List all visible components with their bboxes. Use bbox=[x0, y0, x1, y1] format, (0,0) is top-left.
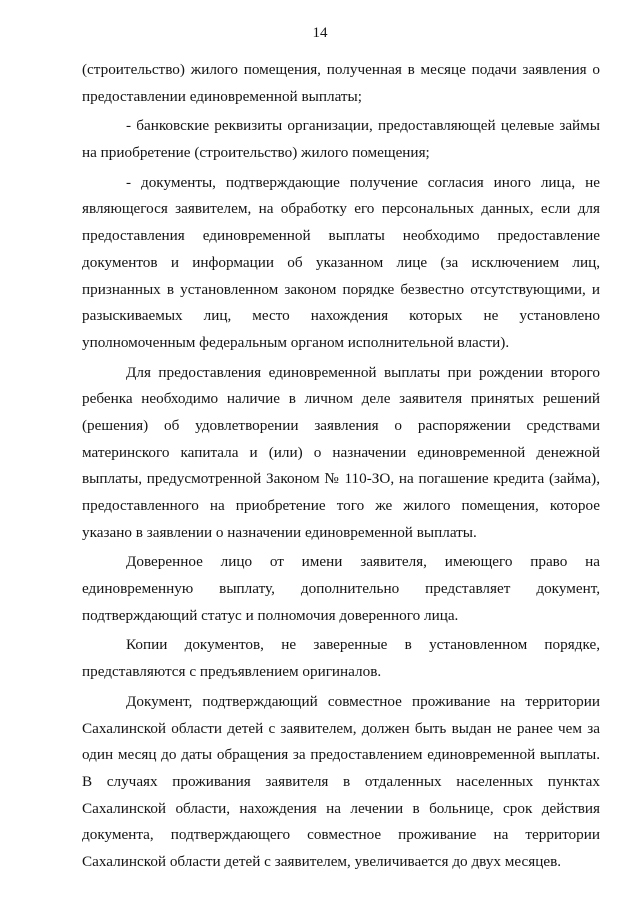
text-line: подтверждающий статус и полномочия доверенного лица. bbox=[82, 606, 459, 624]
text-line: (строительство) жилого помещения, полученная в месяце подачи заявления о bbox=[82, 61, 600, 78]
text-line: Доверенное лицо от имени заявителя, имеющего право на bbox=[126, 553, 600, 571]
text-line: материнского капитала и (или) о назначении единовременной денежной bbox=[82, 443, 600, 461]
text-line: В случаях проживания заявителя в отдаленных населенных пунктах bbox=[82, 772, 600, 790]
text-line: на приобретение (строительство) жилого помещения; bbox=[82, 144, 430, 162]
paragraph bbox=[82, 113, 600, 166]
paragraph bbox=[82, 689, 600, 876]
text-line: один месяц до даты обращения за предоставлением единовременной выплаты. bbox=[82, 746, 600, 764]
text-line: предоставленного на приобретение того же жилого помещения, которое bbox=[82, 497, 600, 514]
text-line: - документы, подтверждающие получение согласия иного лица, не bbox=[126, 173, 600, 191]
text-line: Сахалинской области детей с заявителем, должен быть выдан не ранее чем за bbox=[82, 719, 600, 737]
page-number: 14 bbox=[312, 25, 328, 41]
text-line: документов и информации об указанном лице (за исключением лиц, bbox=[82, 253, 600, 271]
text-line: предоставлении единовременной выплаты; bbox=[82, 87, 362, 105]
paragraph bbox=[82, 57, 600, 110]
text-line: ребенка необходимо наличие в личном деле заявителя принятых решений bbox=[82, 390, 600, 408]
text-line: Сахалинской области детей с заявителем, увеличивается до двух месяцев. bbox=[82, 852, 562, 870]
text-line: (решения) об удовлетворении заявления о распоряжении средствами bbox=[82, 416, 600, 434]
text-line: Документ, подтверждающий совместное проживание на территории bbox=[126, 692, 600, 710]
text-line: предоставления единовременной выплаты необходимо предоставление bbox=[82, 227, 600, 245]
text-line: Для предоставления единовременной выплаты при рождении второго bbox=[126, 363, 600, 381]
text-line: представляются с предъявлением оригиналов. bbox=[82, 663, 382, 681]
text-line: Сахалинской области, нахождения на лечении в больнице, срок действия bbox=[82, 799, 600, 817]
text-line: документа, подтверждающего совместное проживание на территории bbox=[82, 826, 600, 844]
text-line: признанных в установленном законом порядке безвестно отсутствующими, и bbox=[82, 280, 600, 298]
paragraph bbox=[82, 549, 600, 629]
paragraph bbox=[82, 170, 600, 357]
text-line: являющегося заявителем, на обработку его персональных данных, если для bbox=[82, 200, 600, 218]
text-line: уполномоченным федеральным органом исполнительной власти). bbox=[82, 333, 510, 351]
text-line: единовременную выплату, дополнительно представляет документ, bbox=[82, 580, 600, 598]
paragraph bbox=[82, 360, 600, 547]
text-line: разыскиваемых лиц, место нахождения которых не установлено bbox=[82, 307, 600, 325]
text-line: указано в заявлении о назначении единовременной выплаты. bbox=[82, 523, 477, 541]
text-line: Копии документов, не заверенные в установленном порядке, bbox=[126, 636, 600, 654]
paragraph bbox=[82, 632, 600, 685]
document-body bbox=[82, 57, 600, 876]
text-line: выплаты, предусмотренной Законом № 110-ЗО, на погашение кредита (займа), bbox=[82, 470, 600, 488]
text-line: - банковские реквизиты организации, предоставляющей целевые займы bbox=[126, 117, 600, 135]
